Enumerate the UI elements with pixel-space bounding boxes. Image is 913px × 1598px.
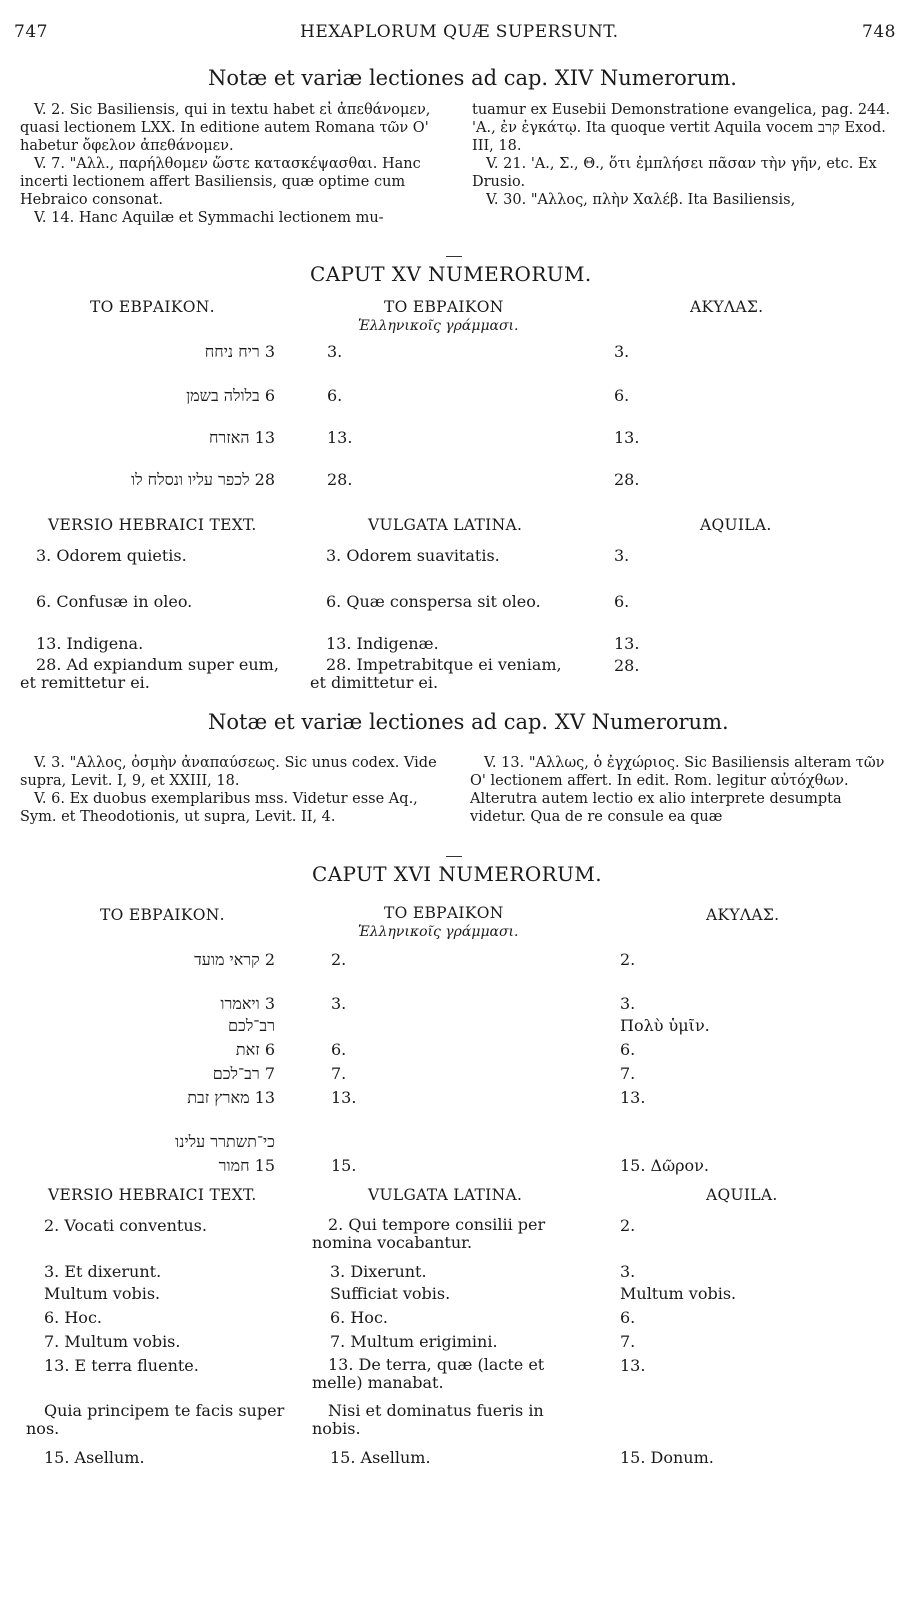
column-header-hebrew: ΤΟ ΕΒΡΑΙΚΟΝ. <box>100 906 225 924</box>
greek-cell: 13. <box>331 1088 357 1107</box>
versio-cell: 2. Vocati conventus. <box>44 1216 207 1235</box>
hebrew-cell: 15 חמור <box>218 1156 275 1175</box>
aquila-latin-cell: 2. <box>620 1216 636 1235</box>
aquila-latin-cell: 28. <box>614 656 640 675</box>
section-divider <box>446 856 462 857</box>
note-paragraph: V. 21. 'Α., Σ., Θ., ὅτι ἐμπλήσει πᾶσαν τὴν γῆν, etc. Ex Drusio. <box>472 156 877 190</box>
aquila-cell: 6. <box>614 386 630 405</box>
page-number-left: 747 <box>14 22 48 42</box>
running-title: HEXAPLORUM QUÆ SUPERSUNT. <box>300 22 619 42</box>
column-header-vulgata: VULGATA LATINA. <box>368 1186 523 1204</box>
column-header-vulgata: VULGATA LATINA. <box>368 516 523 534</box>
hebrew-cell: רב־לכם <box>228 1016 275 1035</box>
aquila-latin-cell: 6. <box>614 592 630 611</box>
note-paragraph: V. 14. Hanc Aquilæ et Symmachi lectionem mu- <box>34 210 384 226</box>
aquila-cell: 3. <box>614 342 630 361</box>
hebrew-cell: 6 בלולה בשמן <box>186 386 275 405</box>
vulgata-cell: 6. Hoc. <box>330 1308 388 1327</box>
greek-cell: 3. <box>331 994 347 1013</box>
column-header-hebrew: ΤΟ ΕΒΡΑΙΚΟΝ. <box>90 298 215 316</box>
note-paragraph: V. 7. "Αλλ., παρήλθομεν ὥστε κατασκέψασθαι. Hanc incerti lectionem affert Basiliensis, quæ optime cum Hebraico consonat. <box>20 156 421 208</box>
note-paragraph: V. 3. "Αλλος, ὀσμὴν ἀναπαύσεως. Sic unus codex. Vide supra, Levit. I, 9, et XXIII, 18. <box>20 755 437 789</box>
vulgata-cell: Sufficiat vobis. <box>330 1284 451 1303</box>
versio-cell: 28. Ad expiandum super eum, et remittetur ei. <box>20 655 279 692</box>
hebrew-cell: 6 זאת <box>235 1040 275 1059</box>
aquila-cell: 2. <box>620 950 636 969</box>
vulgata-cell: 6. Quæ conspersa sit oleo. <box>326 592 541 611</box>
column-subheader: Ἑλληνικοῖς γράμμασι. <box>358 924 519 940</box>
aquila-latin-cell: 3. <box>614 546 630 565</box>
note-paragraph: tuamur ex Eusebii Demonstratione evangelica, pag. 244. 'Α., ἐν ἐγκάτῳ. Ita quoque vertit Aquila vocem קרב Exod. III, 18. <box>472 102 891 154</box>
notes-xiv-title: Notæ et variæ lectiones ad cap. XIV Numerorum. <box>208 66 737 90</box>
page-number-right: 748 <box>862 22 896 42</box>
versio-cell: 6. Confusæ in oleo. <box>36 592 193 611</box>
aquila-cell: 3. <box>620 994 636 1013</box>
column-header-aquila-latin: AQUILA. <box>706 1186 778 1204</box>
versio-cell: Quia principem te facis super nos. <box>26 1401 285 1438</box>
aquila-latin-cell: 3. <box>620 1262 636 1281</box>
column-header-aquila: ΑΚΥΛΑΣ. <box>706 906 780 924</box>
greek-cell: 2. <box>331 950 347 969</box>
caput-xv-title: CAPUT XV NUMERORUM. <box>310 262 592 286</box>
vulgata-cell: 3. Odorem suavitatis. <box>326 546 500 565</box>
column-header-versio: VERSIO HEBRAICI TEXT. <box>48 1186 257 1204</box>
column-header-aquila-latin: AQUILA. <box>700 516 772 534</box>
vulgata-cell: 13. De terra, quæ (lacte et melle) manabat. <box>312 1355 545 1392</box>
note-paragraph: V. 6. Ex duobus exemplaribus mss. Videtur esse Aq., Sym. et Theodotionis, ut supra, Levit. II, 4. <box>20 791 418 825</box>
versio-cell: 3. Et dixerunt. <box>44 1262 162 1281</box>
notes-xv-title: Notæ et variæ lectiones ad cap. XV Numerorum. <box>208 710 729 734</box>
aquila-latin-cell: 7. <box>620 1332 636 1351</box>
notes-xiv-right-column <box>472 101 892 209</box>
versio-cell: 13. Indigena. <box>36 634 144 653</box>
aquila-latin-cell: 13. <box>620 1356 646 1375</box>
greek-cell: 6. <box>331 1040 347 1059</box>
aquila-cell: 13. <box>614 428 640 447</box>
versio-cell: 6. Hoc. <box>44 1308 102 1327</box>
note-paragraph: V. 30. "Αλλος, πλὴν Χαλέβ. Ita Basiliensis, <box>486 192 796 208</box>
caput-xvi-title: CAPUT XVI NUMERORUM. <box>312 862 602 886</box>
greek-cell: 7. <box>331 1064 347 1083</box>
aquila-cell: 13. <box>620 1088 646 1107</box>
aquila-cell: 15. Δῶρον. <box>620 1156 709 1175</box>
hebrew-cell: 3 ויאמרו <box>220 994 275 1013</box>
aquila-cell: Πολὺ ὑμῖν. <box>620 1016 710 1035</box>
greek-cell: 15. <box>331 1156 357 1175</box>
notes-xv-left-column <box>20 754 438 826</box>
aquila-latin-cell: 6. <box>620 1308 636 1327</box>
versio-cell: 15. Asellum. <box>44 1448 145 1467</box>
column-header-hebrew-greek: ΤΟ ΕΒΡΑΙΚΟΝ <box>384 904 504 922</box>
greek-cell: 28. <box>327 470 353 489</box>
notes-xiv-left-column <box>20 101 438 227</box>
versio-cell: 7. Multum vobis. <box>44 1332 181 1351</box>
versio-cell: Multum vobis. <box>44 1284 161 1303</box>
notes-xv-right-column <box>470 754 894 826</box>
vulgata-cell: Nisi et dominatus fueris in nobis. <box>312 1401 544 1438</box>
aquila-cell: 28. <box>614 470 640 489</box>
hebrew-cell: 13 מארץ זבת <box>187 1088 275 1107</box>
hebrew-cell: 7 רב־לכם <box>212 1064 275 1083</box>
column-header-aquila: ΑΚΥΛΑΣ. <box>690 298 764 316</box>
note-paragraph: V. 13. "Αλλως, ὁ ἐγχώριος. Sic Basiliensis alteram τῶν Ο' lectionem affert. In edit. Rom. legitur αὐτόχθων. Alterutra autem lectio ex alio interprete desumpta videtur. Qua de re consule ea quæ <box>470 755 885 825</box>
aquila-latin-cell: 13. <box>614 634 640 653</box>
hebrew-cell: 3 ריח ניחח <box>204 342 275 361</box>
greek-cell: 13. <box>327 428 353 447</box>
hebrew-cell: 13 האזרח <box>208 428 275 447</box>
section-divider <box>446 256 462 257</box>
hebrew-cell: 28 לכפר עליו ונסלח לו <box>130 470 275 489</box>
column-header-hebrew-greek: ΤΟ ΕΒΡΑΙΚΟΝ <box>384 298 504 316</box>
greek-cell: 6. <box>327 386 343 405</box>
column-subheader: Ἑλληνικοῖς γράμμασι. <box>358 318 519 334</box>
aquila-latin-cell: Multum vobis. <box>620 1284 737 1303</box>
vulgata-cell: 7. Multum erigimini. <box>330 1332 498 1351</box>
hebrew-cell: כי־תשתרר עלינו <box>175 1132 275 1151</box>
vulgata-cell: 28. Impetrabitque ei veniam, et dimittetur ei. <box>310 655 562 692</box>
note-paragraph: V. 2. Sic Basiliensis, qui in textu habet εἰ ἀπεθάνομεν, quasi lectionem LXX. In editione autem Romana τῶν Ο' habetur ὄφελον ἀπεθάνομεν. <box>20 102 431 154</box>
aquila-cell: 7. <box>620 1064 636 1083</box>
vulgata-cell: 13. Indigenæ. <box>326 634 439 653</box>
column-header-versio: VERSIO HEBRAICI TEXT. <box>48 516 257 534</box>
vulgata-cell: 2. Qui tempore consilii per nomina vocabantur. <box>312 1215 546 1252</box>
versio-cell: 13. E terra fluente. <box>44 1356 199 1375</box>
greek-cell: 3. <box>327 342 343 361</box>
vulgata-cell: 3. Dixerunt. <box>330 1262 427 1281</box>
versio-cell: 3. Odorem quietis. <box>36 546 187 565</box>
aquila-cell: 6. <box>620 1040 636 1059</box>
vulgata-cell: 15. Asellum. <box>330 1448 431 1467</box>
aquila-latin-cell: 15. Donum. <box>620 1448 714 1467</box>
hebrew-cell: 2 קראי מועד <box>194 950 275 969</box>
